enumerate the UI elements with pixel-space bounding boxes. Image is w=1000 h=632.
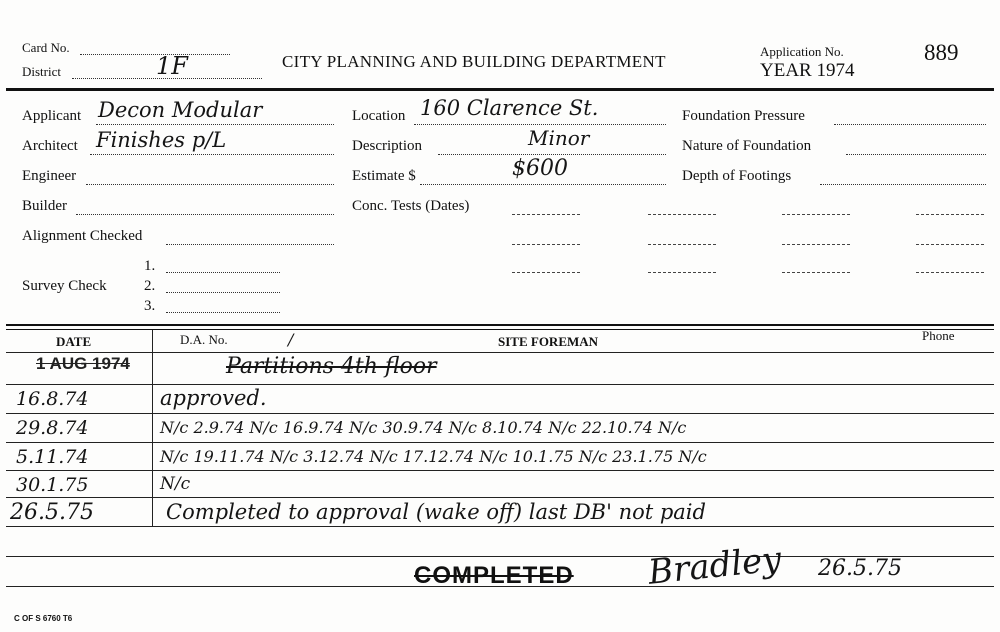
log-row-date: 30.1.75 <box>16 474 89 496</box>
application-number: 889 <box>924 40 959 65</box>
applicant-line <box>96 124 334 125</box>
builder-line <box>76 214 334 215</box>
location-value: 160 Clarence St. <box>420 96 599 120</box>
log-row-line <box>6 497 994 498</box>
phone-column-header: Phone <box>922 328 955 343</box>
conc-test-date-slot <box>916 272 984 273</box>
architect-label: Architect <box>22 138 78 154</box>
site-foreman-column-header: SITE FOREMAN <box>498 334 599 349</box>
log-top-rule-thin <box>6 329 994 330</box>
da-no-mark: / <box>288 330 294 349</box>
description-value: Minor <box>528 126 590 150</box>
log-row-entry: Completed to approval (wake off) last DB' not paid <box>166 500 706 524</box>
log-row-entry: N/c 19.11.74 N/c 3.12.74 N/c 17.12.74 N/c 10.1.75 N/c 23.1.75 N/c <box>160 447 707 466</box>
conc-test-date-slot <box>782 244 850 245</box>
foundation-pressure-label: Foundation Pressure <box>682 108 805 124</box>
engineer-label: Engineer <box>22 168 77 184</box>
department-title: CITY PLANNING AND BUILDING DEPARTMENT <box>282 52 666 71</box>
log-row-line <box>6 413 994 414</box>
log-row-entry: approved. <box>160 386 267 410</box>
estimate-label: Estimate $ <box>352 168 416 184</box>
card-no-line <box>80 54 230 55</box>
form-code: C OF S 6760 T6 <box>14 614 73 623</box>
depth-footings-line <box>820 184 986 185</box>
conc-test-date-slot <box>782 272 850 273</box>
survey-number-2: 2. <box>144 278 156 294</box>
survey-line-3 <box>166 312 280 313</box>
location-label: Location <box>352 108 406 124</box>
date-column-header: DATE <box>56 334 92 349</box>
conc-test-date-slot <box>916 244 984 245</box>
applicant-label: Applicant <box>22 108 82 124</box>
engineer-line <box>86 184 334 185</box>
depth-footings-label: Depth of Footings <box>682 168 792 184</box>
nature-foundation-label: Nature of Foundation <box>682 138 812 154</box>
architect-value: Finishes p/L <box>96 128 227 152</box>
district-value: 1F <box>156 52 188 80</box>
conc-test-date-slot <box>648 214 716 215</box>
log-row-entry: Partitions 4th floor <box>226 354 437 379</box>
conc-test-date-slot <box>512 272 580 273</box>
log-row-date: 16.8.74 <box>16 388 89 410</box>
alignment-line <box>166 244 334 245</box>
log-row-line <box>6 352 994 353</box>
card-no-label: Card No. <box>22 40 70 55</box>
applicant-value: Decon Modular <box>98 98 263 122</box>
conc-test-date-slot <box>916 214 984 215</box>
conc-tests-label: Conc. Tests (Dates) <box>352 198 470 214</box>
estimate-value: $600 <box>512 156 568 181</box>
header-rule <box>6 88 994 91</box>
year-label: YEAR 1974 <box>760 60 855 81</box>
signature-date: 26.5.75 <box>818 556 902 581</box>
log-row-date: 29.8.74 <box>16 417 89 439</box>
conc-test-date-slot <box>512 244 580 245</box>
location-line <box>414 124 666 125</box>
conc-test-date-slot <box>648 272 716 273</box>
district-label: District <box>22 64 61 79</box>
builder-label: Builder <box>22 198 67 214</box>
log-row-line <box>6 526 994 527</box>
nature-foundation-line <box>846 154 986 155</box>
log-row-line <box>6 442 994 443</box>
log-row-line <box>6 470 994 471</box>
log-row-date: 5.11.74 <box>16 446 89 468</box>
log-row-entry: N/c <box>160 474 191 494</box>
log-row-date: 1 AUG 1974 <box>36 354 130 373</box>
conc-test-date-slot <box>512 214 580 215</box>
conc-test-date-slot <box>648 244 716 245</box>
log-row-entry: N/c 2.9.74 N/c 16.9.74 N/c 30.9.74 N/c 8.10.74 N/c 22.10.74 N/c <box>160 418 687 437</box>
alignment-label: Alignment Checked <box>22 228 143 244</box>
survey-line-1 <box>166 272 280 273</box>
estimate-line <box>420 184 666 185</box>
log-row-line <box>6 384 994 385</box>
inspector-signature: Bradley <box>646 539 784 593</box>
conc-test-date-slot <box>782 214 850 215</box>
survey-number-3: 3. <box>144 298 156 314</box>
foundation-pressure-line <box>834 124 986 125</box>
da-no-column-header: D.A. No. <box>180 332 228 347</box>
survey-check-label: Survey Check <box>22 278 107 294</box>
survey-line-2 <box>166 292 280 293</box>
architect-line <box>90 154 334 155</box>
completed-stamp: COMPLETED <box>414 562 574 589</box>
log-row-date: 26.5.75 <box>10 500 94 525</box>
description-line <box>438 154 666 155</box>
log-top-rule <box>6 324 994 326</box>
description-label: Description <box>352 138 422 154</box>
survey-number-1: 1. <box>144 258 156 274</box>
application-no-label: Application No. <box>760 44 844 59</box>
